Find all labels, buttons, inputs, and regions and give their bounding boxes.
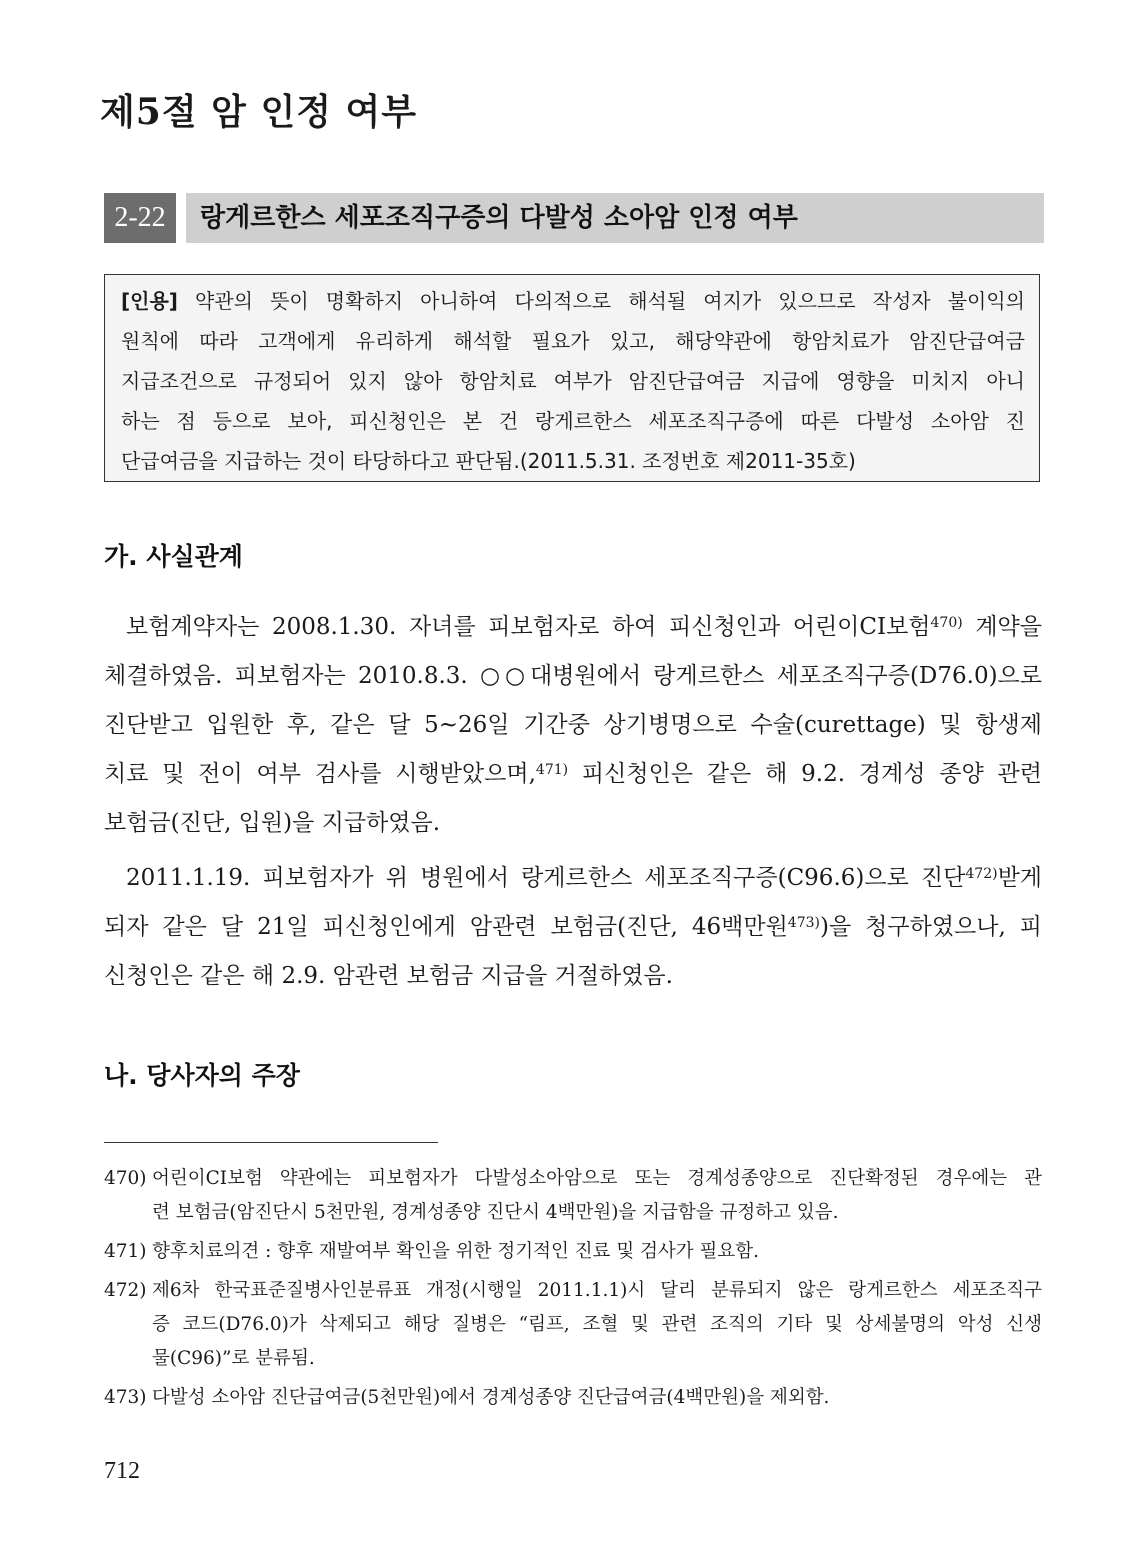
footnote-number: 470) <box>104 1168 147 1189</box>
footnote-ref-470[interactable]: 470) <box>930 615 963 631</box>
citation-line: 단급여금을 지급하는 것이 타당하다고 판단됨.(2011.5.31. 조정번호 제2011-35호) <box>121 449 856 473</box>
text-run: 보험계약자는 2008.1.30. 자녀를 피보험자로 하여 피신청인과 어린이CI보험 <box>126 614 931 640</box>
text-run: 받게 <box>997 865 1042 891</box>
paragraph-line: 신청인은 같은 해 2.9. 암관련 보험금 지급을 거절하였음. <box>104 963 673 989</box>
text-run: 되자 같은 달 21일 피신청인에게 암관련 보험금(진단, 46백만원 <box>104 914 788 940</box>
footnote-472 <box>104 1274 1042 1376</box>
paragraph-line <box>104 903 1042 952</box>
footnote-ref-473[interactable]: 473) <box>787 915 820 931</box>
citation-line <box>121 281 1025 321</box>
footnote-line: 향후치료의견 : 향후 재발여부 확인을 위한 정기적인 진료 및 검사가 필요함. <box>152 1241 760 1262</box>
footnote-line: 련 보험금(암진단시 5천만원, 경계성종양 진단시 4백만원)을 지급함을 규정하고 있음. <box>152 1202 839 1223</box>
paragraph-line <box>104 750 1042 799</box>
paragraph-line: 진단받고 입원한 후, 같은 달 5~26일 기간중 상기병명으로 수술(curettage) 및 항생제 <box>104 712 1042 738</box>
footnote-number: 472) <box>104 1280 147 1301</box>
footnote-number: 473) <box>104 1387 147 1408</box>
page-number: 712 <box>104 1458 140 1484</box>
footnote-471 <box>104 1235 1042 1269</box>
citation-line: 원칙에 따라 고객에게 유리하게 해석할 필요가 있고, 해당약관에 항암치료가 암진단급여금 <box>121 329 1025 353</box>
case-header <box>104 193 1044 243</box>
footnote-line: 다발성 소아암 진단급여금(5천만원)에서 경계성종양 진단급여금(4백만원)을 제외함. <box>152 1387 830 1408</box>
footnote-number: 471) <box>104 1241 147 1262</box>
text-run: 2011.1.19. 피보험자가 위 병원에서 랑게르한스 세포조직구증(C96.6)으로 진단 <box>126 865 966 891</box>
section-heading-facts: 가. 사실관계 <box>104 542 243 571</box>
citation-line: 하는 점 등으로 보아, 피신청인은 본 건 랑게르한스 세포조직구증에 따른 다발성 소아암 진 <box>121 409 1025 433</box>
text-run: )을 청구하였으나, 피 <box>819 914 1042 940</box>
footnote-divider <box>104 1142 438 1143</box>
text-run: 피신청인은 같은 해 9.2. 경계성 종양 관련 <box>568 761 1042 787</box>
paragraph-line: 보험금(진단, 입원)을 지급하였음. <box>104 810 441 836</box>
citation-box <box>104 274 1040 482</box>
paragraph-line <box>104 854 1042 903</box>
footnote-line: 증 코드(D76.0)가 삭제되고 해당 질병은 “림프, 조혈 및 관련 조직의 기타 및 상세불명의 악성 신생 <box>152 1314 1042 1335</box>
paragraph-line <box>104 603 1042 652</box>
chapter-title: 제5절 암 인정 여부 <box>100 91 418 133</box>
citation-lead: [인용] <box>121 289 178 313</box>
section-heading-claims: 나. 당사자의 주장 <box>104 1061 300 1090</box>
footnote-ref-472[interactable]: 472) <box>965 866 998 882</box>
case-number-badge: 2-22 <box>104 193 176 243</box>
footnote-470 <box>104 1162 1042 1230</box>
footnotes <box>104 1162 1042 1420</box>
citation-line: 지급조건으로 규정되어 있지 않아 항암치료 여부가 암진단급여금 지급에 영향을 미치지 아니 <box>121 369 1025 393</box>
footnote-line: 물(C96)”로 분류됨. <box>152 1348 315 1369</box>
case-title-bar <box>186 193 1044 243</box>
footnote-473 <box>104 1381 1042 1415</box>
text-run: 계약을 <box>962 614 1042 640</box>
facts-paragraph-1 <box>104 603 1042 848</box>
footnote-ref-471[interactable]: 471) <box>535 762 569 778</box>
facts-paragraph-2 <box>104 854 1042 1001</box>
footnote-line: 제6차 한국표준질병사인분류표 개정(시행일 2011.1.1)시 달리 분류되지 않은 랑게르한스 세포조직구 <box>152 1280 1042 1301</box>
citation-text: 약관의 뜻이 명확하지 아니하여 다의적으로 해석될 여지가 있으므로 작성자 불이익의 <box>195 289 1025 313</box>
footnote-line: 어린이CI보험 약관에는 피보험자가 다발성소아암으로 또는 경계성종양으로 진단확정된 경우에는 관 <box>152 1168 1042 1189</box>
text-run: 치료 및 전이 여부 검사를 시행받았으며, <box>104 761 536 787</box>
paragraph-line: 체결하였음. 피보험자는 2010.8.3. ○○대병원에서 랑게르한스 세포조직구증(D76.0)으로 <box>104 663 1042 689</box>
case-title: 랑게르한스 세포조직구증의 다발성 소아암 인정 여부 <box>200 203 798 233</box>
